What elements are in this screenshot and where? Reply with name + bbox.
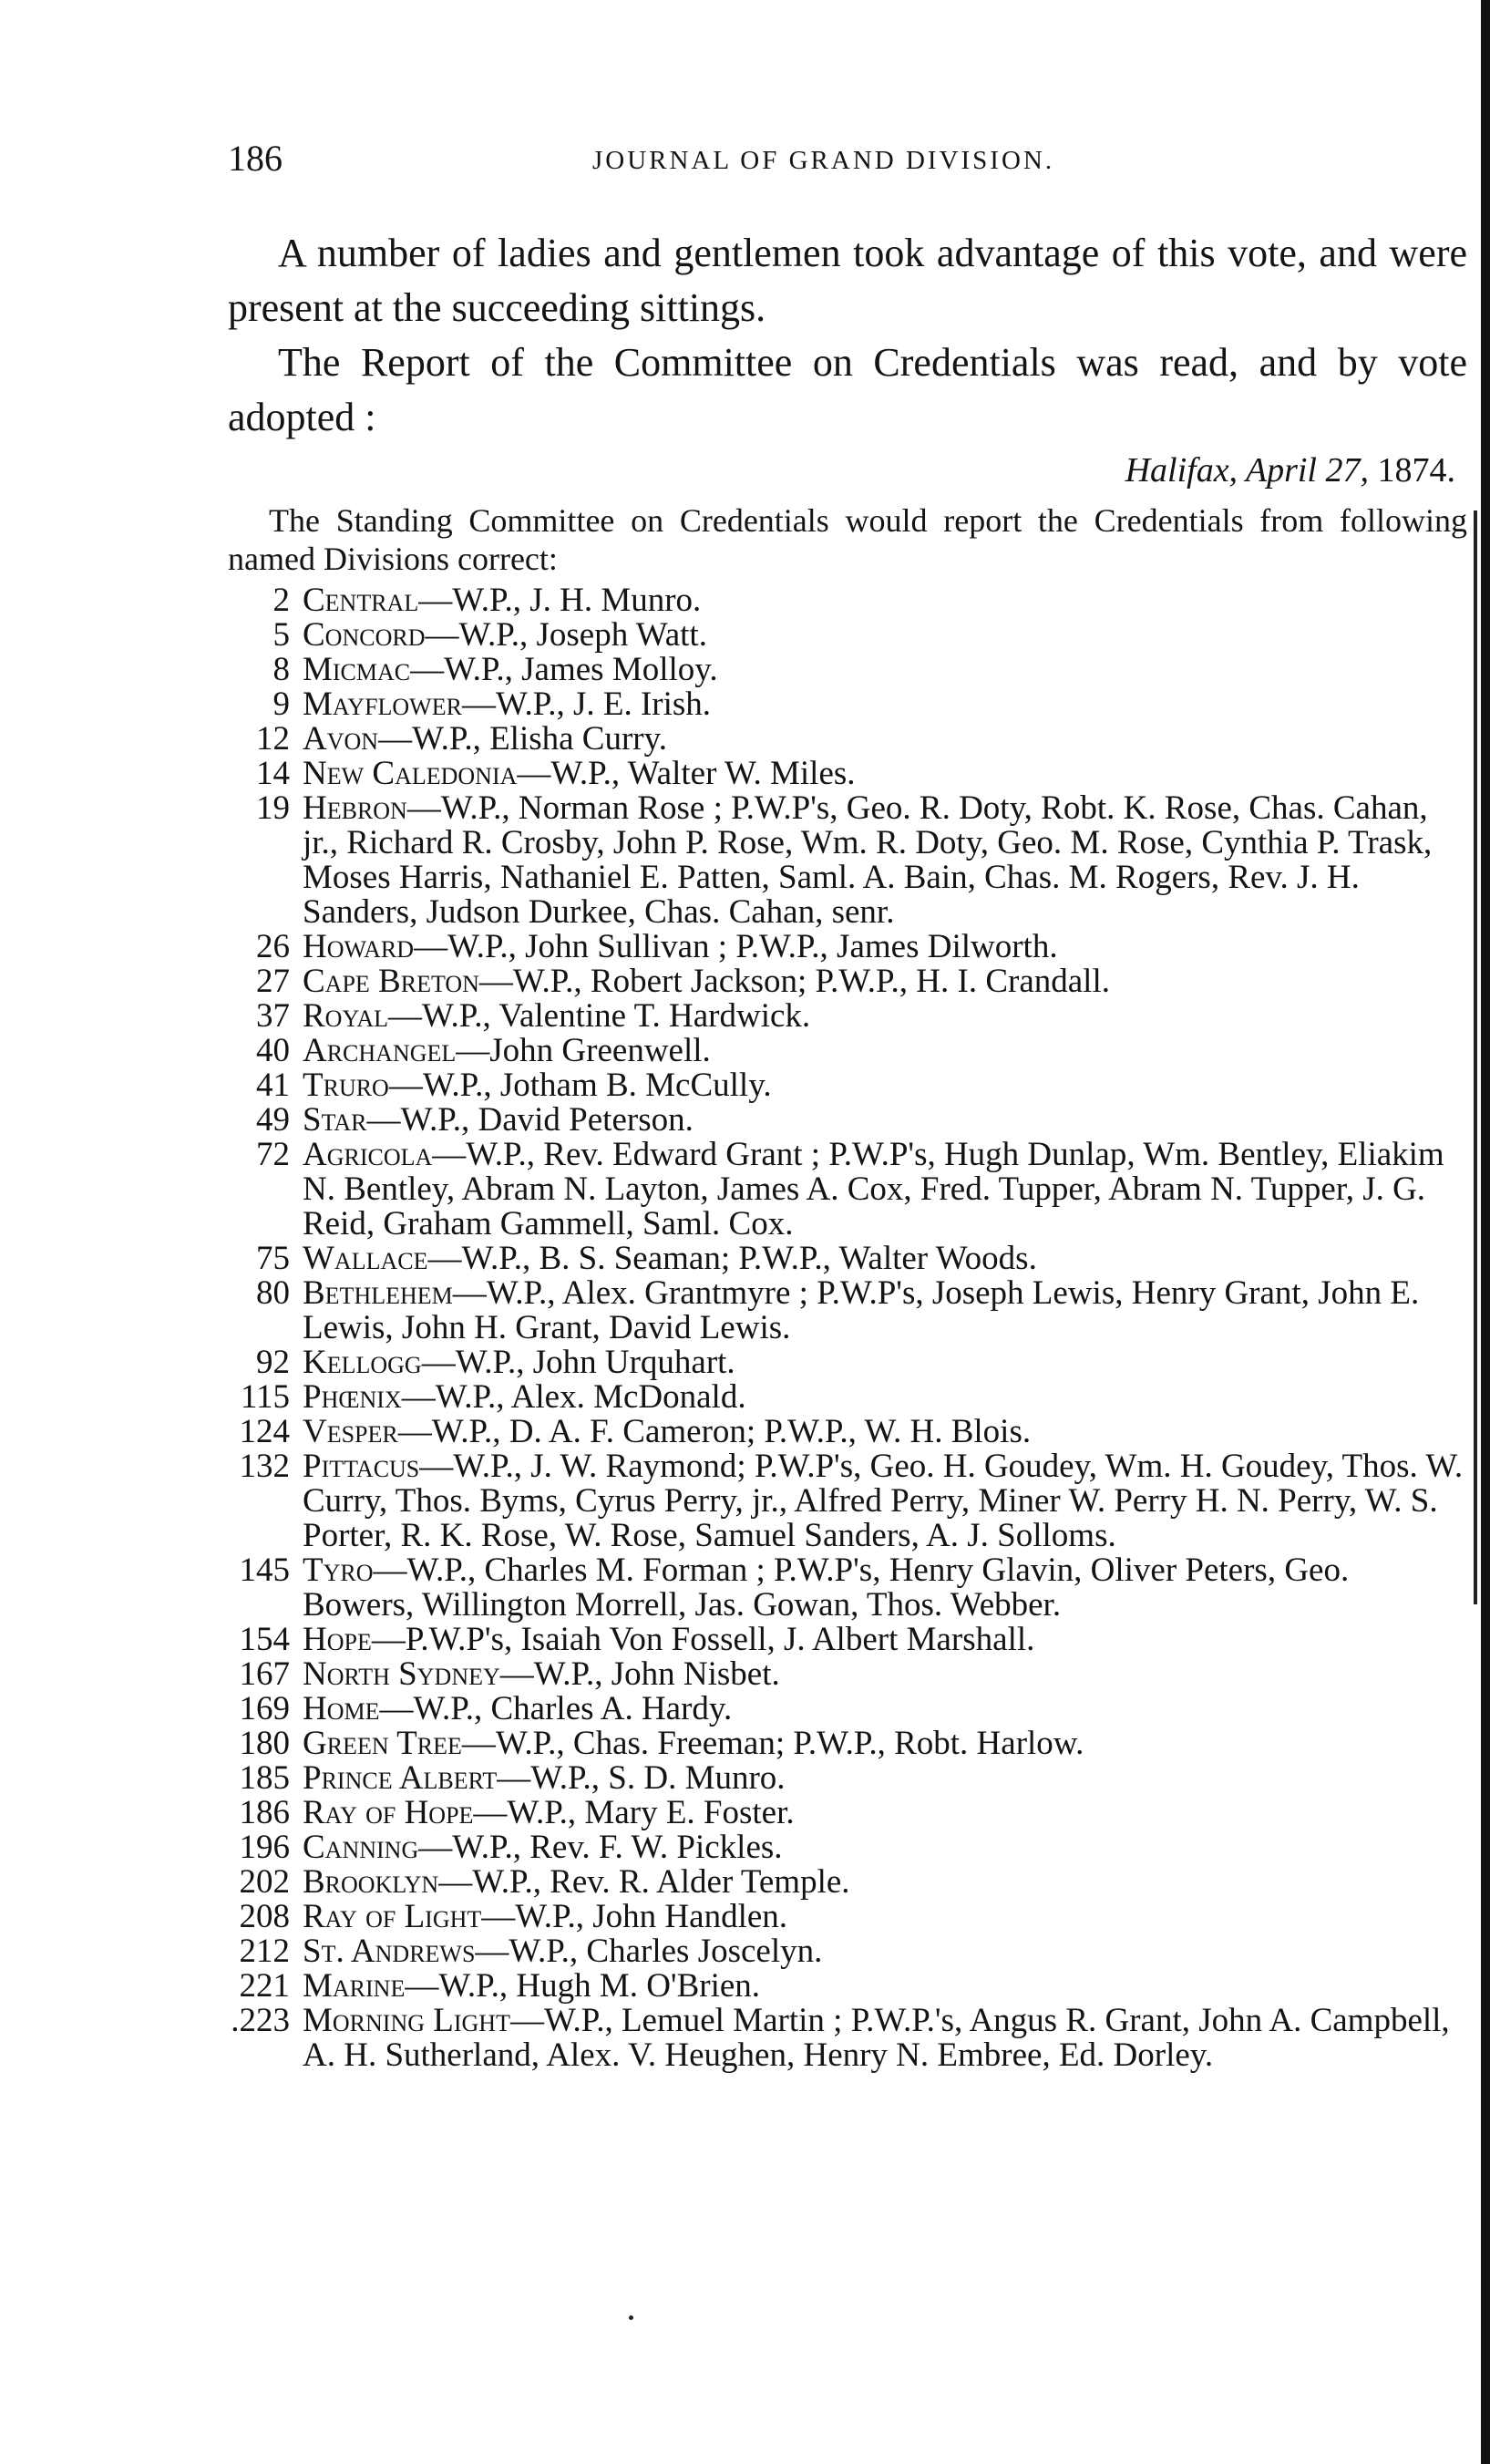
division-number: 167 — [239, 1655, 290, 1693]
division-entry — [228, 653, 1467, 687]
division-number: 26 — [256, 928, 290, 965]
division-entry — [228, 1657, 1467, 1692]
division-name: Marine — [303, 1967, 406, 2005]
division-officers: —W.P., Charles A. Hardy. — [379, 1690, 733, 1727]
division-name: Hope — [303, 1621, 372, 1658]
division-body — [303, 1692, 1467, 1727]
division-number: 145 — [239, 1552, 290, 1589]
division-officers: —W.P., John Sullivan ; P.W.P., James Dilworth. — [414, 928, 1058, 965]
division-officers: —W.P., Charles Joscelyn. — [475, 1933, 823, 1970]
division-officers: —W.P., J. H. Munro. — [418, 582, 702, 619]
division-body — [303, 1900, 1467, 1934]
intro-paragraph: A number of ladies and gentlemen took advantage of this vote, and were present at the succeeding sittings. — [228, 231, 1467, 330]
division-body — [303, 1068, 1467, 1103]
division-officers: —W.P., John Nisbet. — [499, 1655, 780, 1693]
division-name: Avon — [303, 720, 379, 758]
division-entry — [228, 1103, 1467, 1138]
division-body — [303, 1345, 1467, 1380]
division-body — [303, 791, 1467, 930]
division-entry — [228, 791, 1467, 930]
page-edge-shadow — [1481, 0, 1490, 2464]
division-body — [303, 1449, 1467, 1553]
division-entry — [228, 1830, 1467, 1865]
division-name: Wallace — [303, 1240, 428, 1277]
division-officers: —W.P., David Peterson. — [366, 1101, 694, 1139]
dateline-place-date: Halifax, April 27, — [1125, 451, 1369, 490]
division-body — [303, 687, 1467, 722]
division-number: 196 — [239, 1829, 290, 1866]
dateline — [1125, 450, 1455, 490]
division-officers: —W.P., Joseph Watt. — [425, 616, 707, 654]
division-number: 8 — [272, 651, 290, 688]
division-number: 185 — [239, 1759, 290, 1797]
division-officers: —W.P., John Handlen. — [481, 1898, 788, 1935]
division-entry — [228, 1900, 1467, 1934]
division-entry — [228, 1138, 1467, 1242]
division-body — [303, 583, 1467, 618]
division-officers: —W.P., D. A. F. Cameron; P.W.P., W. H. Blois. — [397, 1413, 1032, 1450]
division-number: 212 — [239, 1933, 290, 1970]
division-entry — [228, 1969, 1467, 2004]
division-number: 115 — [240, 1378, 290, 1416]
dateline-year: 1874. — [1377, 451, 1455, 490]
division-officers: —W.P., Valentine T. Hardwick. — [388, 997, 811, 1035]
division-entry — [228, 930, 1467, 964]
division-body — [303, 722, 1467, 757]
division-officers: —W.P., Rev. R. Alder Temple. — [438, 1863, 850, 1901]
division-entry — [228, 583, 1467, 618]
division-officers: —W.P., Jotham B. McCully. — [388, 1067, 772, 1104]
division-number: 180 — [239, 1725, 290, 1762]
division-body — [303, 2004, 1467, 2073]
division-body — [303, 1830, 1467, 1865]
division-body — [303, 1415, 1467, 1449]
division-body — [303, 1865, 1467, 1900]
division-number: .223 — [231, 2002, 290, 2039]
division-body — [303, 1969, 1467, 2004]
division-number: 75 — [256, 1240, 290, 1277]
division-name: Green Tree — [303, 1725, 462, 1762]
division-number: 12 — [256, 720, 290, 758]
division-name: Archangel — [303, 1032, 457, 1069]
division-number: 5 — [272, 616, 290, 654]
division-body — [303, 1103, 1467, 1138]
division-number: 202 — [239, 1863, 290, 1901]
division-entry — [228, 1865, 1467, 1900]
division-name: Hebron — [303, 789, 407, 827]
division-entry — [228, 1276, 1467, 1345]
division-number: 37 — [256, 997, 290, 1035]
division-number: 154 — [239, 1621, 290, 1658]
division-name: Micmac — [303, 651, 411, 688]
page-header — [228, 137, 1458, 191]
division-name: Ray of Hope — [303, 1794, 474, 1831]
division-officers: —W.P., B. S. Seaman; P.W.P., Walter Woods. — [427, 1240, 1037, 1277]
division-name: New Caledonia — [303, 755, 518, 792]
division-number: 41 — [256, 1067, 290, 1104]
division-officers: —W.P., Elisha Curry. — [378, 720, 667, 758]
division-number: 2 — [272, 582, 290, 619]
division-entry — [228, 999, 1467, 1034]
division-number: 132 — [239, 1448, 290, 1485]
intro-text — [228, 226, 1467, 445]
division-name: Phœnix — [303, 1378, 402, 1416]
division-officers: —P.W.P's, Isaiah Von Fossell, J. Albert Marshall. — [371, 1621, 1035, 1658]
division-entry — [228, 2004, 1467, 2073]
division-officers: —W.P., J. W. Raymond; P.W.P's, Geo. H. Goudey, Wm. H. Goudey, Thos. W. Curry, Thos. Byms, Cyrus Perry, jr., Alfred Perry, Miner W. Perry H. N. Perry, W. S. Porter, R. K. Rose, W. Rose, Samuel Sanders, A. J. Solloms. — [303, 1448, 1464, 1554]
division-number: 14 — [256, 755, 290, 792]
division-entry — [228, 722, 1467, 757]
division-name: Bethlehem — [303, 1274, 453, 1312]
division-officers: —W.P., Robert Jackson; P.W.P., H. I. Crandall. — [478, 963, 1110, 1000]
division-entry — [228, 1345, 1467, 1380]
division-body — [303, 999, 1467, 1034]
division-number: 124 — [239, 1413, 290, 1450]
division-entry — [228, 757, 1467, 791]
division-body — [303, 618, 1467, 653]
division-officers: —W.P., Hugh M. O'Brien. — [405, 1967, 761, 2005]
division-number: 9 — [272, 686, 290, 723]
division-officers: —W.P., Alex. McDonald. — [401, 1378, 746, 1416]
division-body — [303, 1034, 1467, 1068]
division-entry — [228, 1727, 1467, 1761]
division-officers: —W.P., S. D. Munro. — [497, 1759, 786, 1797]
division-body — [303, 1934, 1467, 1969]
division-number: 49 — [256, 1101, 290, 1139]
division-number: 221 — [239, 1967, 290, 2005]
division-body — [303, 1242, 1467, 1276]
ink-speck — [629, 2315, 633, 2320]
division-entry — [228, 1415, 1467, 1449]
division-name: Brooklyn — [303, 1863, 439, 1901]
division-name: Mayflower — [303, 686, 462, 723]
page-number: 186 — [228, 138, 283, 179]
division-body — [303, 964, 1467, 999]
division-officers: —W.P., J. E. Irish. — [461, 686, 712, 723]
division-entry — [228, 1796, 1467, 1830]
division-name: Morning Light — [303, 2002, 510, 2039]
division-name: Pittacus — [303, 1448, 420, 1485]
division-name: Home — [303, 1690, 380, 1727]
division-number: 208 — [239, 1898, 290, 1935]
division-number: 186 — [239, 1794, 290, 1831]
division-entry — [228, 1449, 1467, 1553]
division-body — [303, 1553, 1467, 1623]
division-officers: —W.P., Charles M. Forman ; P.W.P's, Henry Glavin, Oliver Peters, Geo. Bowers, Willington Morrell, Jas. Gowan, Thos. Webber. — [303, 1552, 1350, 1624]
division-body — [303, 930, 1467, 964]
division-entry — [228, 964, 1467, 999]
division-name: Vesper — [303, 1413, 398, 1450]
division-officers: —W.P., Alex. Grantmyre ; P.W.P's, Joseph Lewis, Henry Grant, John E. Lewis, John H. Grant, David Lewis. — [303, 1274, 1420, 1346]
division-number: 27 — [256, 963, 290, 1000]
division-number: 40 — [256, 1032, 290, 1069]
division-body — [303, 1623, 1467, 1657]
division-body — [303, 1761, 1467, 1796]
intro-paragraph: The Report of the Committee on Credentials was read, and by vote adopted : — [228, 340, 1467, 439]
division-body — [303, 757, 1467, 791]
division-name: North Sydney — [303, 1655, 500, 1693]
division-officers: —W.P., James Molloy. — [410, 651, 718, 688]
division-body — [303, 1138, 1467, 1242]
division-number: 19 — [256, 789, 290, 827]
division-name: Kellogg — [303, 1344, 422, 1381]
division-body — [303, 1727, 1467, 1761]
division-entry — [228, 1934, 1467, 1969]
division-name: St. Andrews — [303, 1933, 476, 1970]
page-edge-line — [1474, 510, 1477, 1604]
division-entry — [228, 1380, 1467, 1415]
division-name: Truro — [303, 1067, 389, 1104]
division-body — [303, 1796, 1467, 1830]
division-name: Central — [303, 582, 419, 619]
division-name: Prince Albert — [303, 1759, 498, 1797]
division-name: Ray of Light — [303, 1898, 482, 1935]
division-officers: —John Greenwell. — [456, 1032, 711, 1069]
division-name: Royal — [303, 997, 389, 1035]
division-name: Tyro — [303, 1552, 374, 1589]
running-head: JOURNAL OF GRAND DIVISION. — [592, 146, 1055, 175]
division-entry — [228, 1761, 1467, 1796]
division-officers: —W.P., Norman Rose ; P.W.P's, Geo. R. Doty, Robt. K. Rose, Chas. Cahan, jr., Richard R. Crosby, John P. Rose, Wm. R. Doty, Geo. M. Rose, Cynthia P. Trask, Moses Harris, Nathaniel E. Patten, Saml. A. Bain, Chas. M. Rogers, Rev. J. H. Sanders, Judson Durkee, Chas. Cahan, senr. — [303, 789, 1433, 931]
division-entry — [228, 1068, 1467, 1103]
division-officers: —W.P., Rev. F. W. Pickles. — [418, 1829, 783, 1866]
report-intro: The Standing Committee on Credentials would report the Credentials from following named Divisions correct: — [228, 502, 1467, 577]
division-list — [228, 583, 1467, 2073]
division-name: Star — [303, 1101, 367, 1139]
division-officers: —W.P., Walter W. Miles. — [517, 755, 856, 792]
division-officers: —W.P., Chas. Freeman; P.W.P., Robt. Harlow. — [461, 1725, 1084, 1762]
division-officers: —W.P., Mary E. Foster. — [473, 1794, 795, 1831]
division-entry — [228, 1242, 1467, 1276]
division-number: 92 — [256, 1344, 290, 1381]
division-officers: —W.P., John Urquhart. — [421, 1344, 735, 1381]
division-name: Canning — [303, 1829, 419, 1866]
division-name: Howard — [303, 928, 415, 965]
division-entry — [228, 687, 1467, 722]
division-officers: —W.P., Lemuel Martin ; P.W.P.'s, Angus R. Grant, John A. Campbell, A. H. Sutherland, Alex. V. Heughen, Henry N. Embree, Ed. Dorley. — [303, 2002, 1450, 2074]
division-officers: —W.P., Rev. Edward Grant ; P.W.P's, Hugh Dunlap, Wm. Bentley, Eliakim N. Bentley, Abram N. Layton, James A. Cox, Fred. Tupper, Abram N. Tupper, J. G. Reid, Graham Gammell, Saml. Cox. — [303, 1136, 1444, 1242]
division-body — [303, 653, 1467, 687]
division-body — [303, 1276, 1467, 1345]
division-number: 72 — [256, 1136, 290, 1173]
division-entry — [228, 1623, 1467, 1657]
division-entry — [228, 618, 1467, 653]
division-number: 80 — [256, 1274, 290, 1312]
division-name: Cape Breton — [303, 963, 479, 1000]
division-entry — [228, 1553, 1467, 1623]
division-body — [303, 1380, 1467, 1415]
division-name: Agricola — [303, 1136, 433, 1173]
division-body — [303, 1657, 1467, 1692]
division-entry — [228, 1692, 1467, 1727]
division-entry — [228, 1034, 1467, 1068]
division-number: 169 — [239, 1690, 290, 1727]
division-name: Concord — [303, 616, 426, 654]
